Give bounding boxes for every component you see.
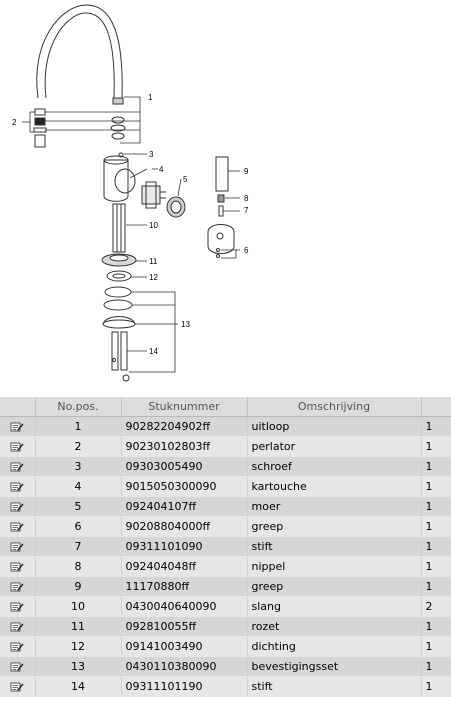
edit-pencil-icon	[10, 600, 24, 613]
table-row[interactable]	[0, 437, 451, 457]
edit-pencil-icon	[10, 520, 24, 533]
edit-pencil-icon	[10, 640, 24, 653]
edit-pencil-icon	[10, 540, 24, 553]
cell-quantity: 1	[421, 537, 451, 557]
cell-description: greep	[247, 517, 421, 537]
cell-quantity: 1	[421, 657, 451, 677]
cell-description: stift	[247, 537, 421, 557]
callout-3: 3	[149, 150, 154, 159]
table-row[interactable]	[0, 477, 451, 497]
cell-description: stift	[247, 677, 421, 697]
cell-part-number: 11170880ff	[121, 577, 247, 597]
cell-quantity: 1	[421, 477, 451, 497]
cell-description: dichting	[247, 637, 421, 657]
cell-part-number: 09311101090	[121, 537, 247, 557]
callout-9: 9	[244, 167, 249, 176]
edit-pencil-icon	[10, 580, 24, 593]
cell-description: moer	[247, 497, 421, 517]
cell-part-number: 90208804000ff	[121, 517, 247, 537]
cell-quantity: 1	[421, 417, 451, 437]
cell-part-number: 09141003490	[121, 637, 247, 657]
cell-pos: 8	[35, 557, 121, 577]
callout-12: 12	[149, 273, 158, 282]
cell-part-number: 09303005490	[121, 457, 247, 477]
edit-row-button[interactable]	[0, 477, 35, 497]
table-row[interactable]	[0, 457, 451, 477]
edit-row-button[interactable]	[0, 497, 35, 517]
table-row[interactable]	[0, 497, 451, 517]
callout-11: 11	[149, 257, 158, 266]
parts-table-body	[0, 417, 451, 697]
table-row[interactable]	[0, 597, 451, 617]
cell-quantity: 1	[421, 677, 451, 697]
cell-pos: 2	[35, 437, 121, 457]
parts-table	[0, 397, 451, 697]
cell-pos: 10	[35, 597, 121, 617]
cell-part-number: 092404107ff	[121, 497, 247, 517]
edit-row-button[interactable]	[0, 517, 35, 537]
edit-pencil-icon	[10, 660, 24, 673]
table-row[interactable]	[0, 657, 451, 677]
callout-4: 4	[159, 165, 164, 174]
cell-pos: 4	[35, 477, 121, 497]
callout-7: 7	[244, 206, 249, 215]
cell-quantity: 1	[421, 497, 451, 517]
edit-pencil-icon	[10, 680, 24, 693]
table-header-row	[0, 397, 451, 417]
cell-quantity: 2	[421, 597, 451, 617]
cell-pos: 9	[35, 577, 121, 597]
cell-part-number: 90282204902ff	[121, 417, 247, 437]
edit-row-button[interactable]	[0, 597, 35, 617]
edit-pencil-icon	[10, 500, 24, 513]
edit-row-button[interactable]	[0, 677, 35, 697]
cell-quantity: 1	[421, 617, 451, 637]
cell-description: bevestigingsset	[247, 657, 421, 677]
cell-pos: 14	[35, 677, 121, 697]
cell-description: perlator	[247, 437, 421, 457]
edit-row-button[interactable]	[0, 657, 35, 677]
edit-pencil-icon	[10, 560, 24, 573]
cell-pos: 13	[35, 657, 121, 677]
cell-pos: 3	[35, 457, 121, 477]
table-row[interactable]	[0, 537, 451, 557]
table-row[interactable]	[0, 617, 451, 637]
cell-part-number: 0430040640090	[121, 597, 247, 617]
column-header-icon	[0, 397, 35, 417]
edit-pencil-icon	[10, 620, 24, 633]
edit-row-button[interactable]	[0, 617, 35, 637]
callout-8: 8	[244, 194, 249, 203]
cell-pos: 1	[35, 417, 121, 437]
edit-row-button[interactable]	[0, 537, 35, 557]
cell-part-number: 0430110380090	[121, 657, 247, 677]
cell-pos: 6	[35, 517, 121, 537]
cell-pos: 11	[35, 617, 121, 637]
table-row[interactable]	[0, 677, 451, 697]
table-row[interactable]	[0, 577, 451, 597]
cell-pos: 5	[35, 497, 121, 517]
cell-quantity: 1	[421, 457, 451, 477]
edit-pencil-icon	[10, 480, 24, 493]
cell-description: nippel	[247, 557, 421, 577]
cell-description: rozet	[247, 617, 421, 637]
cell-pos: 7	[35, 537, 121, 557]
edit-pencil-icon	[10, 440, 24, 453]
callout-10: 10	[149, 221, 158, 230]
cell-description: greep	[247, 577, 421, 597]
edit-row-button[interactable]	[0, 417, 35, 437]
cell-part-number: 09311101190	[121, 677, 247, 697]
callout-1: 1	[148, 93, 153, 102]
table-row[interactable]	[0, 517, 451, 537]
table-row[interactable]	[0, 557, 451, 577]
column-header-quantity[interactable]	[421, 397, 451, 417]
cell-description: slang	[247, 597, 421, 617]
edit-row-button[interactable]	[0, 557, 35, 577]
column-header-part-number[interactable]: Stuknummer	[121, 397, 247, 417]
callout-2: 2	[12, 118, 17, 127]
table-row[interactable]	[0, 417, 451, 437]
callout-5: 5	[183, 175, 188, 184]
cell-quantity: 1	[421, 517, 451, 537]
edit-row-button[interactable]	[0, 637, 35, 657]
cell-description: uitloop	[247, 417, 421, 437]
cell-description: schroef	[247, 457, 421, 477]
edit-pencil-icon	[10, 420, 24, 433]
cell-pos: 12	[35, 637, 121, 657]
callout-13: 13	[181, 320, 190, 329]
tap-body-part	[104, 160, 128, 201]
column-header-description[interactable]: Omschrijving	[247, 397, 421, 417]
edit-pencil-icon	[10, 460, 24, 473]
edit-row-button[interactable]	[0, 437, 35, 457]
cell-part-number: 9015050300090	[121, 477, 247, 497]
callout-14: 14	[149, 347, 158, 356]
edit-row-button[interactable]	[0, 577, 35, 597]
cell-description: kartouche	[247, 477, 421, 497]
cell-part-number: 90230102803ff	[121, 437, 247, 457]
cell-quantity: 1	[421, 577, 451, 597]
cell-quantity: 1	[421, 637, 451, 657]
cell-quantity: 1	[421, 437, 451, 457]
cell-part-number: 092810055ff	[121, 617, 247, 637]
cell-part-number: 092404048ff	[121, 557, 247, 577]
callout-6: 6	[244, 246, 249, 255]
column-header-pos[interactable]: No.pos.	[35, 397, 121, 417]
cell-quantity: 1	[421, 557, 451, 577]
edit-row-button[interactable]	[0, 457, 35, 477]
table-row[interactable]	[0, 637, 451, 657]
